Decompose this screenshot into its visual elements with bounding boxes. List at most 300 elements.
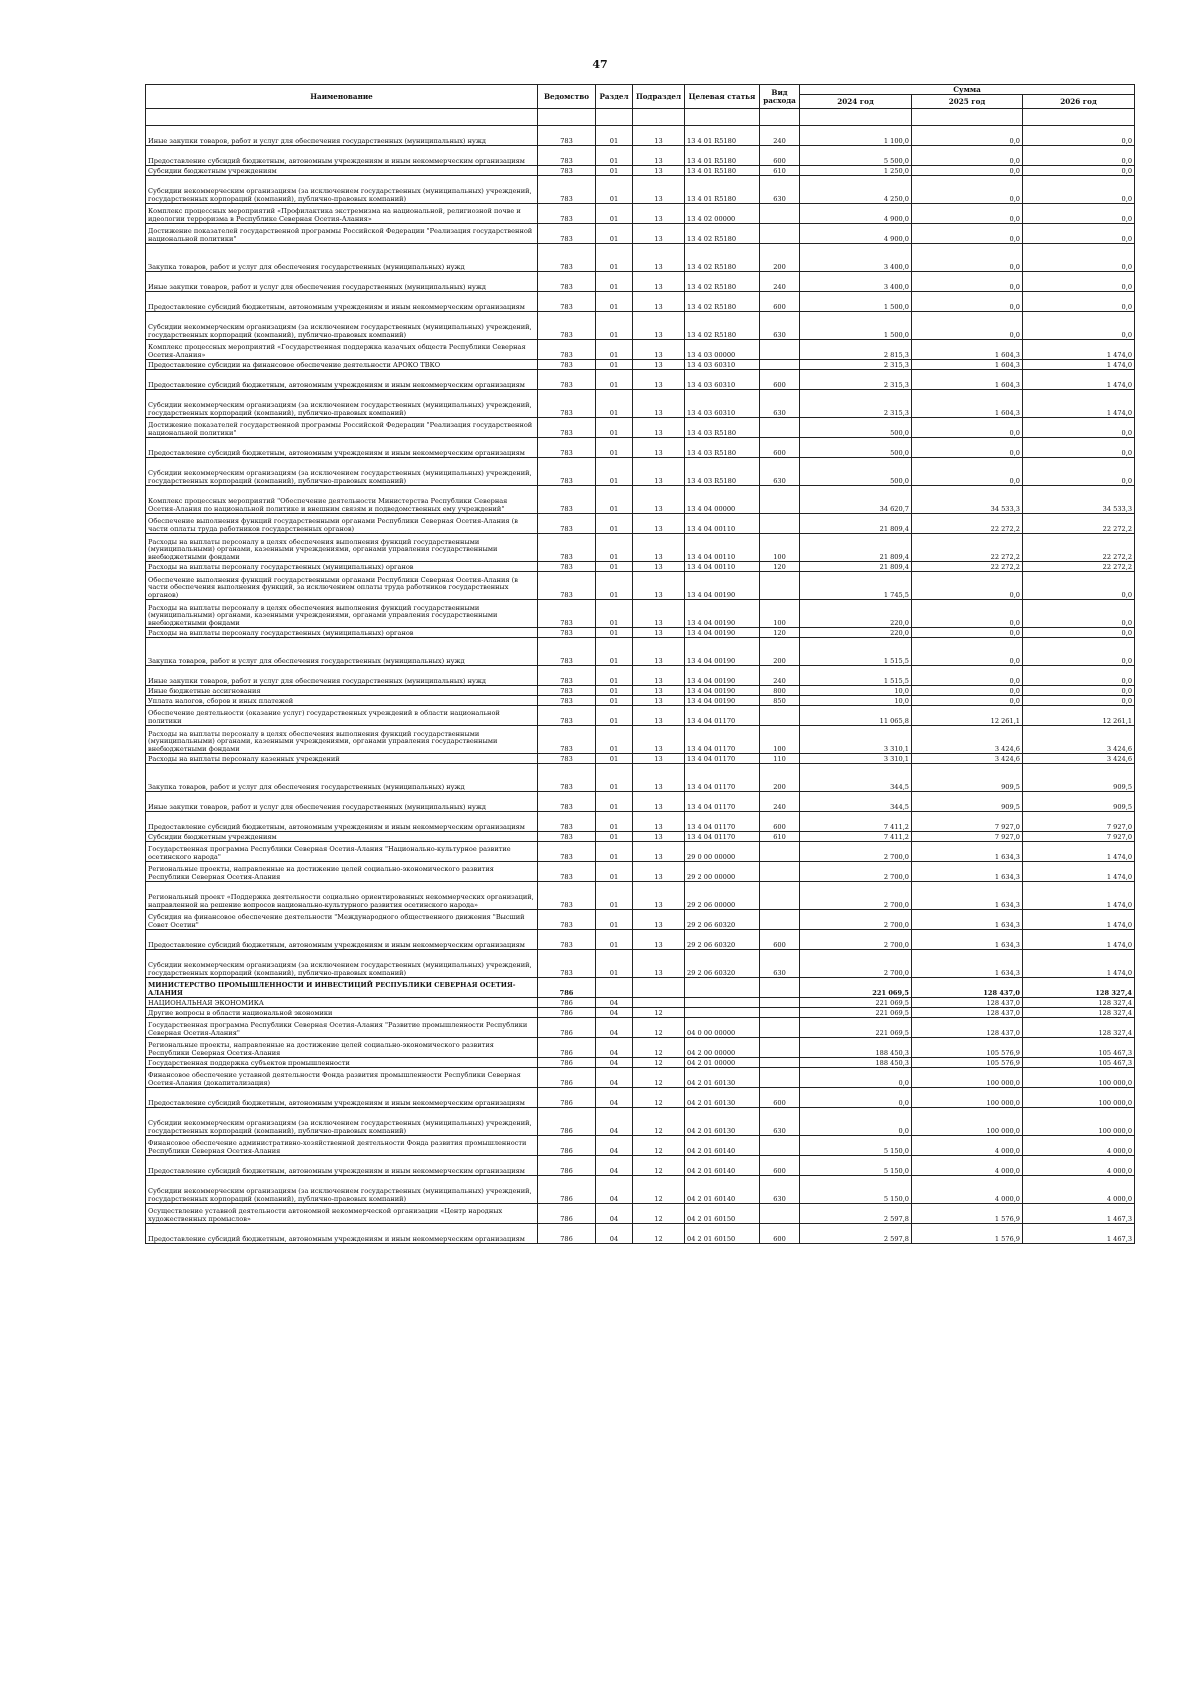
- row-2026: 1 474,0: [1023, 910, 1135, 930]
- table-row: [146, 1038, 1135, 1058]
- row-2025: 0,0: [912, 666, 1023, 686]
- row-target: 13 4 02 00000: [685, 204, 760, 224]
- row-2025: 0,0: [912, 204, 1023, 224]
- row-target: 13 4 04 00190: [685, 696, 760, 706]
- table-row: [146, 244, 1135, 272]
- row-2025: 1 576,9: [912, 1224, 1023, 1244]
- row-name: Предоставление субсидий бюджетным, автономным учреждениям и иным некоммерческим организациям: [146, 1088, 538, 1108]
- row-2024: 3 400,0: [800, 244, 912, 272]
- row-2024: 2 815,3: [800, 340, 912, 360]
- row-subsection: 13: [633, 312, 685, 340]
- row-2024: 4 900,0: [800, 224, 912, 244]
- row-target: 13 4 03 60310: [685, 390, 760, 418]
- row-name: Иные закупки товаров, работ и услуг для обеспечения государственных (муниципальных) нужд: [146, 272, 538, 292]
- row-2026: 909,5: [1023, 792, 1135, 812]
- table-row: [146, 360, 1135, 370]
- table-row: [146, 272, 1135, 292]
- row-2024: 7 411,2: [800, 832, 912, 842]
- row-target: 29 2 06 60320: [685, 950, 760, 978]
- row-name: Предоставление субсидии на финансовое обеспечение деятельности АРОКО ТВКО: [146, 360, 538, 370]
- row-dept: 783: [538, 572, 596, 600]
- row-2024: 1 515,5: [800, 666, 912, 686]
- row-dept: 783: [538, 418, 596, 438]
- row-2026: 100 000,0: [1023, 1088, 1135, 1108]
- row-2025: 1 576,9: [912, 1204, 1023, 1224]
- row-2024: 221 069,5: [800, 1018, 912, 1038]
- row-target: 13 4 01 R5180: [685, 176, 760, 204]
- row-section: 01: [596, 438, 633, 458]
- row-dept: 783: [538, 224, 596, 244]
- row-2024: 1 500,0: [800, 312, 912, 340]
- row-section: 01: [596, 696, 633, 706]
- row-dept: 783: [538, 340, 596, 360]
- row-name: Расходы на выплаты персоналу в целях обеспечения выполнения функций государственными (муниципальными) органами, казенными учреждениями, органами управления государственными внебюджетными фондами: [146, 534, 538, 562]
- row-dept: 783: [538, 754, 596, 764]
- row-kind: [760, 842, 800, 862]
- row-kind: [760, 882, 800, 910]
- row-2026: 0,0: [1023, 628, 1135, 638]
- row-kind: 630: [760, 950, 800, 978]
- row-name: НАЦИОНАЛЬНАЯ ЭКОНОМИКА: [146, 998, 538, 1008]
- row-target: 04 2 01 60150: [685, 1204, 760, 1224]
- row-target: 13 4 03 R5180: [685, 438, 760, 458]
- row-target: 13 4 04 00190: [685, 600, 760, 628]
- row-section: 04: [596, 1008, 633, 1018]
- row-2026: 0,0: [1023, 146, 1135, 166]
- table-row: [146, 754, 1135, 764]
- row-section: 01: [596, 628, 633, 638]
- row-dept: 783: [538, 534, 596, 562]
- row-kind: 600: [760, 1088, 800, 1108]
- row-name: Расходы на выплаты персоналу казенных учреждений: [146, 754, 538, 764]
- row-target: 13 4 02 R5180: [685, 312, 760, 340]
- row-name: Уплата налогов, сборов и иных платежей: [146, 696, 538, 706]
- row-kind: 100: [760, 534, 800, 562]
- row-2024: 3 400,0: [800, 272, 912, 292]
- table-row: [146, 486, 1135, 514]
- table-row: [146, 706, 1135, 726]
- row-2026: 1 474,0: [1023, 862, 1135, 882]
- row-section: [596, 978, 633, 998]
- row-dept: 783: [538, 726, 596, 754]
- row-2026: 4 000,0: [1023, 1156, 1135, 1176]
- row-kind: [760, 224, 800, 244]
- row-2025: 128 437,0: [912, 998, 1023, 1008]
- row-2024: 500,0: [800, 418, 912, 438]
- row-2024: 2 700,0: [800, 882, 912, 910]
- row-2025: 4 000,0: [912, 1176, 1023, 1204]
- row-2026: 12 261,1: [1023, 706, 1135, 726]
- row-dept: 783: [538, 792, 596, 812]
- row-kind: 630: [760, 390, 800, 418]
- row-2026: 1 474,0: [1023, 360, 1135, 370]
- row-section: 04: [596, 1204, 633, 1224]
- row-subsection: 13: [633, 686, 685, 696]
- row-subsection: 12: [633, 1224, 685, 1244]
- row-2026: 0,0: [1023, 600, 1135, 628]
- row-section: 04: [596, 1176, 633, 1204]
- row-kind: 100: [760, 600, 800, 628]
- row-kind: 200: [760, 638, 800, 666]
- row-subsection: 12: [633, 1038, 685, 1058]
- row-2025: 100 000,0: [912, 1108, 1023, 1136]
- row-target: 29 2 06 60320: [685, 910, 760, 930]
- row-target: 13 4 04 00190: [685, 638, 760, 666]
- row-name: Комплекс процессных мероприятий «Профилактика экстремизма на национальной, религиозной почве и идеологии терроризма в Республике Северная Осетия-Алания»: [146, 204, 538, 224]
- row-name: Субсидии некоммерческим организациям (за исключением государственных (муниципальных) учреждений, государственных корпораций (компаний), публично-правовых компаний): [146, 312, 538, 340]
- row-target: 04 2 00 00000: [685, 1038, 760, 1058]
- table-row: [146, 1018, 1135, 1038]
- row-2026: 0,0: [1023, 418, 1135, 438]
- row-target: 13 4 04 01170: [685, 726, 760, 754]
- row-target: 04 2 01 60140: [685, 1156, 760, 1176]
- row-section: 01: [596, 812, 633, 832]
- row-2025: 1 634,3: [912, 882, 1023, 910]
- row-2024: 1 745,5: [800, 572, 912, 600]
- row-2026: 0,0: [1023, 572, 1135, 600]
- row-2024: 0,0: [800, 1088, 912, 1108]
- row-dept: 786: [538, 1204, 596, 1224]
- row-kind: 600: [760, 930, 800, 950]
- row-2026: 0,0: [1023, 458, 1135, 486]
- row-2025: 0,0: [912, 458, 1023, 486]
- row-2026: 1 474,0: [1023, 370, 1135, 390]
- row-section: 01: [596, 370, 633, 390]
- row-2026: 128 327,4: [1023, 1008, 1135, 1018]
- row-2025: 0,0: [912, 146, 1023, 166]
- row-2024: 5 150,0: [800, 1156, 912, 1176]
- row-kind: 240: [760, 666, 800, 686]
- row-2025: 22 272,2: [912, 534, 1023, 562]
- row-target: 04 2 01 60150: [685, 1224, 760, 1244]
- row-2024: 1 515,5: [800, 638, 912, 666]
- row-name: Субсидии некоммерческим организациям (за исключением государственных (муниципальных) учреждений, государственных корпораций (компаний), публично-правовых компаний): [146, 1108, 538, 1136]
- row-target: 04 0 00 00000: [685, 1018, 760, 1038]
- row-dept: 786: [538, 1224, 596, 1244]
- row-subsection: 12: [633, 1176, 685, 1204]
- row-dept: 786: [538, 1156, 596, 1176]
- row-2026: 0,0: [1023, 312, 1135, 340]
- row-dept: 786: [538, 1108, 596, 1136]
- row-2024: 5 150,0: [800, 1176, 912, 1204]
- row-kind: 850: [760, 696, 800, 706]
- table-row: [146, 438, 1135, 458]
- row-dept: 783: [538, 812, 596, 832]
- row-name: Осуществление уставной деятельности автономной некоммерческой организации «Центр народных художественных промыслов»: [146, 1204, 538, 1224]
- row-section: 01: [596, 832, 633, 842]
- header-target: Целевая статья: [685, 85, 760, 109]
- row-2026: 1 474,0: [1023, 882, 1135, 910]
- row-2025: 0,0: [912, 224, 1023, 244]
- row-section: 01: [596, 166, 633, 176]
- row-2026: 0,0: [1023, 438, 1135, 458]
- row-2025: 105 576,9: [912, 1058, 1023, 1068]
- row-2024: 0,0: [800, 1068, 912, 1088]
- row-name: Предоставление субсидий бюджетным, автономным учреждениям и иным некоммерческим организациям: [146, 930, 538, 950]
- row-2026: 0,0: [1023, 166, 1135, 176]
- row-target: 13 4 04 01170: [685, 812, 760, 832]
- row-kind: 600: [760, 1224, 800, 1244]
- row-subsection: 12: [633, 1204, 685, 1224]
- row-name: Субсидии некоммерческим организациям (за исключением государственных (муниципальных) учреждений, государственных корпораций (компаний), публично-правовых компаний): [146, 1176, 538, 1204]
- row-section: 04: [596, 1058, 633, 1068]
- row-2025: 0,0: [912, 438, 1023, 458]
- row-2024: 188 450,3: [800, 1038, 912, 1058]
- row-subsection: 13: [633, 146, 685, 166]
- row-name: Достижение показателей государственной программы Российской Федерации "Реализация государственной национальной политики": [146, 224, 538, 244]
- row-2024: 344,5: [800, 792, 912, 812]
- row-subsection: 13: [633, 418, 685, 438]
- row-dept: 783: [538, 486, 596, 514]
- row-2024: 34 620,7: [800, 486, 912, 514]
- row-2025: 1 604,3: [912, 370, 1023, 390]
- row-dept: 783: [538, 950, 596, 978]
- row-2026: 0,0: [1023, 176, 1135, 204]
- row-name: Субсидии некоммерческим организациям (за исключением государственных (муниципальных) учреждений, государственных корпораций (компаний), публично-правовых компаний): [146, 458, 538, 486]
- row-kind: 800: [760, 686, 800, 696]
- row-2025: 3 424,6: [912, 754, 1023, 764]
- row-section: 04: [596, 1088, 633, 1108]
- row-2024: 2 700,0: [800, 950, 912, 978]
- row-name: Закупка товаров, работ и услуг для обеспечения государственных (муниципальных) нужд: [146, 244, 538, 272]
- row-kind: 110: [760, 754, 800, 764]
- row-subsection: 13: [633, 486, 685, 514]
- row-subsection: 13: [633, 438, 685, 458]
- row-subsection: 13: [633, 764, 685, 792]
- row-subsection: 13: [633, 340, 685, 360]
- row-subsection: 13: [633, 792, 685, 812]
- row-dept: 786: [538, 998, 596, 1008]
- row-2024: 221 069,5: [800, 1008, 912, 1018]
- row-name: Предоставление субсидий бюджетным, автономным учреждениям и иным некоммерческим организациям: [146, 370, 538, 390]
- row-section: 04: [596, 1068, 633, 1088]
- row-dept: 783: [538, 204, 596, 224]
- row-2025: 0,0: [912, 418, 1023, 438]
- row-section: 01: [596, 600, 633, 628]
- row-section: 01: [596, 726, 633, 754]
- row-section: 01: [596, 930, 633, 950]
- row-dept: 786: [538, 978, 596, 998]
- row-dept: 786: [538, 1068, 596, 1088]
- row-2025: 12 261,1: [912, 706, 1023, 726]
- row-subsection: 13: [633, 832, 685, 842]
- row-name: Закупка товаров, работ и услуг для обеспечения государственных (муниципальных) нужд: [146, 638, 538, 666]
- row-2026: 0,0: [1023, 244, 1135, 272]
- row-2024: 221 069,5: [800, 998, 912, 1008]
- row-target: 04 2 01 60130: [685, 1088, 760, 1108]
- table-body: [146, 126, 1135, 1244]
- row-name: Достижение показателей государственной программы Российской Федерации "Реализация государственной национальной политики": [146, 418, 538, 438]
- row-section: 01: [596, 950, 633, 978]
- row-dept: 783: [538, 312, 596, 340]
- row-kind: [760, 1008, 800, 1018]
- row-name: Субсидии некоммерческим организациям (за исключением государственных (муниципальных) учреждений, государственных корпораций (компаний), публично-правовых компаний): [146, 176, 538, 204]
- row-2024: 21 809,4: [800, 534, 912, 562]
- row-kind: [760, 486, 800, 514]
- row-name: Предоставление субсидий бюджетным, автономным учреждениям и иным некоммерческим организациям: [146, 292, 538, 312]
- row-2025: 3 424,6: [912, 726, 1023, 754]
- row-dept: 783: [538, 244, 596, 272]
- row-subsection: 13: [633, 726, 685, 754]
- row-2024: 10,0: [800, 696, 912, 706]
- row-subsection: 13: [633, 292, 685, 312]
- row-dept: 783: [538, 438, 596, 458]
- row-2025: 1 604,3: [912, 340, 1023, 360]
- row-2024: 5 500,0: [800, 146, 912, 166]
- row-2026: 0,0: [1023, 204, 1135, 224]
- row-target: 13 4 04 00190: [685, 628, 760, 638]
- row-kind: [760, 1018, 800, 1038]
- row-dept: 783: [538, 882, 596, 910]
- row-section: 01: [596, 842, 633, 862]
- row-dept: 783: [538, 458, 596, 486]
- row-target: 13 4 04 00110: [685, 514, 760, 534]
- row-target: [685, 978, 760, 998]
- table-row: [146, 628, 1135, 638]
- row-subsection: 12: [633, 1088, 685, 1108]
- row-2024: 2 700,0: [800, 930, 912, 950]
- row-2025: 909,5: [912, 792, 1023, 812]
- row-kind: [760, 1068, 800, 1088]
- row-subsection: 13: [633, 754, 685, 764]
- row-section: 01: [596, 764, 633, 792]
- row-name: Предоставление субсидий бюджетным, автономным учреждениям и иным некоммерческим организациям: [146, 812, 538, 832]
- row-2025: 128 437,0: [912, 1008, 1023, 1018]
- row-2026: 3 424,6: [1023, 726, 1135, 754]
- row-subsection: 13: [633, 562, 685, 572]
- row-dept: 783: [538, 910, 596, 930]
- row-subsection: 13: [633, 706, 685, 726]
- row-2024: 2 597,8: [800, 1224, 912, 1244]
- row-dept: 786: [538, 1176, 596, 1204]
- row-name: Обеспечение деятельности (оказание услуг) государственных учреждений в области национальной политики: [146, 706, 538, 726]
- row-name: Субсидия на финансовое обеспечение деятельности "Международного общественного движения "Высший Совет Осетин": [146, 910, 538, 930]
- row-2025: 1 634,3: [912, 862, 1023, 882]
- row-dept: 786: [538, 1136, 596, 1156]
- row-2025: 1 634,3: [912, 910, 1023, 930]
- row-section: 01: [596, 534, 633, 562]
- row-2025: 0,0: [912, 166, 1023, 176]
- row-section: 01: [596, 390, 633, 418]
- row-2026: 1 474,0: [1023, 842, 1135, 862]
- row-target: 13 4 02 R5180: [685, 272, 760, 292]
- row-2024: 500,0: [800, 438, 912, 458]
- header-kind: Вид расхода: [760, 85, 800, 109]
- row-name: Расходы на выплаты персоналу государственных (муниципальных) органов: [146, 562, 538, 572]
- row-section: 01: [596, 562, 633, 572]
- row-name: Предоставление субсидий бюджетным, автономным учреждениям и иным некоммерческим организациям: [146, 1156, 538, 1176]
- row-kind: [760, 340, 800, 360]
- row-2025: 34 533,3: [912, 486, 1023, 514]
- row-section: 01: [596, 910, 633, 930]
- row-2025: 0,0: [912, 244, 1023, 272]
- row-name: Обеспечение выполнения функций государственными органами Республики Северная Осетия-Алания (в части оплаты труда работников государственных органов): [146, 514, 538, 534]
- row-kind: [760, 998, 800, 1008]
- row-2026: 128 327,4: [1023, 1018, 1135, 1038]
- table-row: [146, 1224, 1135, 1244]
- row-subsection: 13: [633, 882, 685, 910]
- row-section: 01: [596, 272, 633, 292]
- row-kind: 600: [760, 1156, 800, 1176]
- table-row: [146, 458, 1135, 486]
- row-subsection: [633, 978, 685, 998]
- row-kind: [760, 706, 800, 726]
- row-name: Обеспечение выполнения функций государственными органами Республики Северная Осетия-Алания (в части обеспечения выполнения функций, за исключением оплаты труда работников государственных органов): [146, 572, 538, 600]
- row-kind: 630: [760, 1176, 800, 1204]
- row-kind: 120: [760, 562, 800, 572]
- row-subsection: 13: [633, 600, 685, 628]
- row-dept: 783: [538, 390, 596, 418]
- row-section: 01: [596, 126, 633, 146]
- row-dept: 783: [538, 360, 596, 370]
- row-target: 13 4 03 60310: [685, 360, 760, 370]
- row-name: Финансовое обеспечение административно-хозяйственной деятельности Фонда развития промышленности Республики Северная Осетия-Алания: [146, 1136, 538, 1156]
- row-dept: 783: [538, 562, 596, 572]
- row-2026: 909,5: [1023, 764, 1135, 792]
- row-name: Комплекс процессных мероприятий «Государственная поддержка казачьих обществ Республики Северная Осетия-Алания»: [146, 340, 538, 360]
- row-name: Закупка товаров, работ и услуг для обеспечения государственных (муниципальных) нужд: [146, 764, 538, 792]
- table-row: [146, 950, 1135, 978]
- row-2024: 7 411,2: [800, 812, 912, 832]
- row-2024: 220,0: [800, 600, 912, 628]
- row-target: 29 0 00 00000: [685, 842, 760, 862]
- row-2025: 0,0: [912, 572, 1023, 600]
- row-section: 01: [596, 244, 633, 272]
- row-name: Субсидии бюджетным учреждениям: [146, 166, 538, 176]
- row-target: 13 4 03 R5180: [685, 458, 760, 486]
- row-2026: 100 000,0: [1023, 1068, 1135, 1088]
- row-2026: 105 467,3: [1023, 1058, 1135, 1068]
- table-row: [146, 600, 1135, 628]
- row-2026: 1 474,0: [1023, 390, 1135, 418]
- row-kind: 120: [760, 628, 800, 638]
- table-row: [146, 572, 1135, 600]
- row-kind: [760, 1204, 800, 1224]
- row-2024: 188 450,3: [800, 1058, 912, 1068]
- row-section: 04: [596, 1156, 633, 1176]
- row-2026: 22 272,2: [1023, 514, 1135, 534]
- row-2025: 22 272,2: [912, 514, 1023, 534]
- row-subsection: 12: [633, 1156, 685, 1176]
- row-section: 01: [596, 146, 633, 166]
- table-row: [146, 764, 1135, 792]
- budget-table: [145, 84, 1135, 1244]
- row-section: 01: [596, 340, 633, 360]
- header-sum: Сумма: [800, 85, 1135, 95]
- row-section: 01: [596, 572, 633, 600]
- table-row: [146, 562, 1135, 572]
- table-row: [146, 686, 1135, 696]
- row-2026: 4 000,0: [1023, 1176, 1135, 1204]
- row-2024: 5 150,0: [800, 1136, 912, 1156]
- row-target: 13 4 04 00110: [685, 534, 760, 562]
- row-2025: 1 634,3: [912, 930, 1023, 950]
- row-2024: 500,0: [800, 458, 912, 486]
- row-subsection: 13: [633, 390, 685, 418]
- row-2024: 1 100,0: [800, 126, 912, 146]
- header-section: Раздел: [596, 85, 633, 109]
- table-row: [146, 978, 1135, 998]
- row-section: 01: [596, 292, 633, 312]
- row-target: 13 4 02 R5180: [685, 292, 760, 312]
- row-section: 04: [596, 1224, 633, 1244]
- row-target: 04 2 01 60130: [685, 1108, 760, 1136]
- row-subsection: 12: [633, 1058, 685, 1068]
- row-dept: 783: [538, 706, 596, 726]
- row-name: Региональные проекты, направленные на достижение целей социально-экономического развития Республики Северная Осетия-Алания: [146, 1038, 538, 1058]
- row-2024: 11 065,8: [800, 706, 912, 726]
- row-2026: 0,0: [1023, 686, 1135, 696]
